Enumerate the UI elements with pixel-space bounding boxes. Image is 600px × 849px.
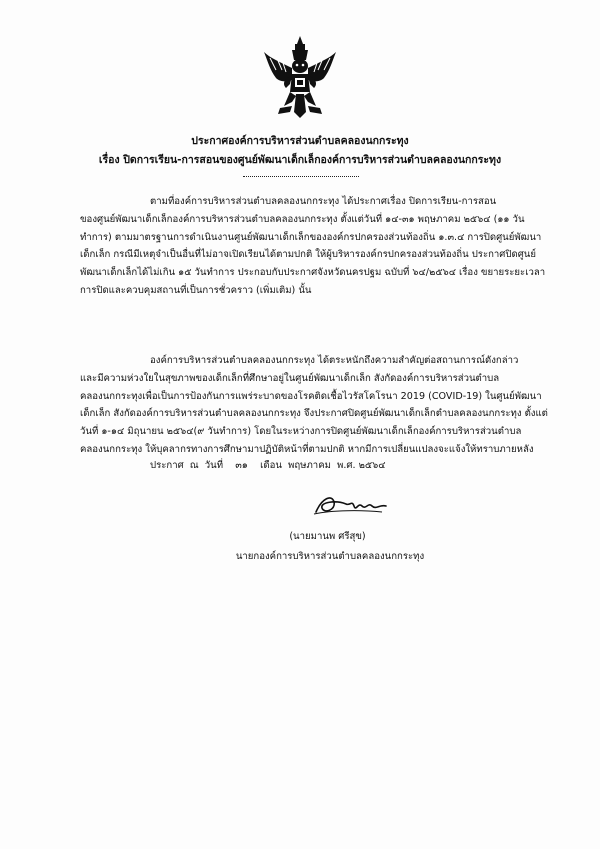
paragraph-2-line: คลองนกกระทุง ให้บุคลากรทางการศึกษามาปฏิบัติหน้าที่ตามปกติ หากมีการเปลี่ยนแปลงจะแจ้งให้ทราบภายหลัง bbox=[80, 443, 534, 455]
paragraph-2 bbox=[80, 352, 548, 459]
paragraph-1-line: เด็กเล็ก กรณีมีเหตุจำเป็นอื่นที่ไม่อาจเปิดเรียนได้ตามปกติ ให้ผู้บริหารองค์กรปกครองส่วนท้องถิ่น ประกาศปิดศูนย์ bbox=[80, 249, 536, 261]
paragraph-1-line: การปิดและควบคุมสถานที่เป็นการชั่วคราว (เพิ่มเติม) นั้น bbox=[80, 284, 312, 296]
paragraph-2-line: องค์การบริหารส่วนตำบลคลองนกกระทุง ได้ตระหนักถึงความสำคัญต่อสถานการณ์ดังกล่าว bbox=[150, 355, 519, 366]
paragraph-2-line: วันที่ ๑-๑๔ มิถุนายน ๒๕๖๔(๙ วันทำการ) โดยในระหว่างการปิดศูนย์พัฒนาเด็กเล็กองค์การบริหารส่วนตำบล bbox=[80, 426, 522, 438]
title-separator bbox=[243, 176, 359, 177]
paragraph-1-line: ตามที่องค์การบริหารส่วนตำบลคลองนกกระทุง ได้ประกาศเรื่อง ปิดการเรียน-การสอน bbox=[150, 196, 497, 207]
garuda-emblem-icon bbox=[262, 34, 338, 120]
paragraph-2-line: และมีความห่วงใยในสุขภาพของเด็กเล็กที่ศึกษาอยู่ในศูนย์พัฒนาเด็กเล็ก สังกัดองค์การบริหารส่วนตำบล bbox=[80, 372, 500, 384]
announcement-date: ประกาศ ณ วันที่ ๓๑ เดือน พฤษภาคม พ.ศ. ๒๕๖๔ bbox=[150, 460, 386, 471]
signatory-position: นายกองค์การบริหารส่วนตำบลคลองนกกระทุง bbox=[235, 551, 425, 562]
paragraph-1-line: ทำการ) ตามมาตรฐานการดำเนินงานศูนย์พัฒนาเด็กเล็กขององค์กรปกครองส่วนท้องถิ่น ๑.๓.๔ การปิดศูนย์พัฒนา bbox=[80, 231, 542, 243]
announcement-title: ประกาศองค์การบริหารส่วนตำบลคลองนกกระทุง bbox=[191, 135, 409, 147]
paragraph-2-line: คลองนกกระทุงเพื่อเป็นการป้องกันการแพร่ระบาดของโรคติดเชื้อไวรัสโคโรนา 2019 (COVID-19) ในศูนย์พัฒนา bbox=[80, 390, 542, 402]
paragraph-1-line: พัฒนาเด็กเล็กได้ไม่เกิน ๑๕ วันทำการ ประกอบกับประกาศจังหวัดนครปฐม ฉบับที่ ๖๔/๒๕๖๔ เรื่อง ขยายระยะเวลา bbox=[80, 267, 546, 279]
paragraph-2-line: เด็กเล็ก สังกัดองค์การบริหารส่วนตำบลคลองนกกระทุง จึงประกาศปิดศูนย์พัฒนาเด็กเล็กตำบลคลองนกกระทุง ตั้งแต่ bbox=[80, 408, 548, 420]
signatory-name: (นายมานพ ศรีสุข) bbox=[289, 531, 366, 542]
announcement-subject: เรื่อง ปิดการเรียน-การสอนของศูนย์พัฒนาเด็กเล็กองค์การบริหารส่วนตำบลคลองนกกระทุง bbox=[98, 154, 502, 166]
paragraph-1 bbox=[80, 193, 546, 300]
handwritten-signature bbox=[312, 492, 388, 518]
paragraph-1-line: ของศูนย์พัฒนาเด็กเล็กองค์การบริหารส่วนตำบลคลองนกกระทุง ตั้งแต่วันที่ ๑๔-๓๑ พฤษภาคม ๒๕๖๔ (๑๑ วัน bbox=[80, 213, 525, 225]
